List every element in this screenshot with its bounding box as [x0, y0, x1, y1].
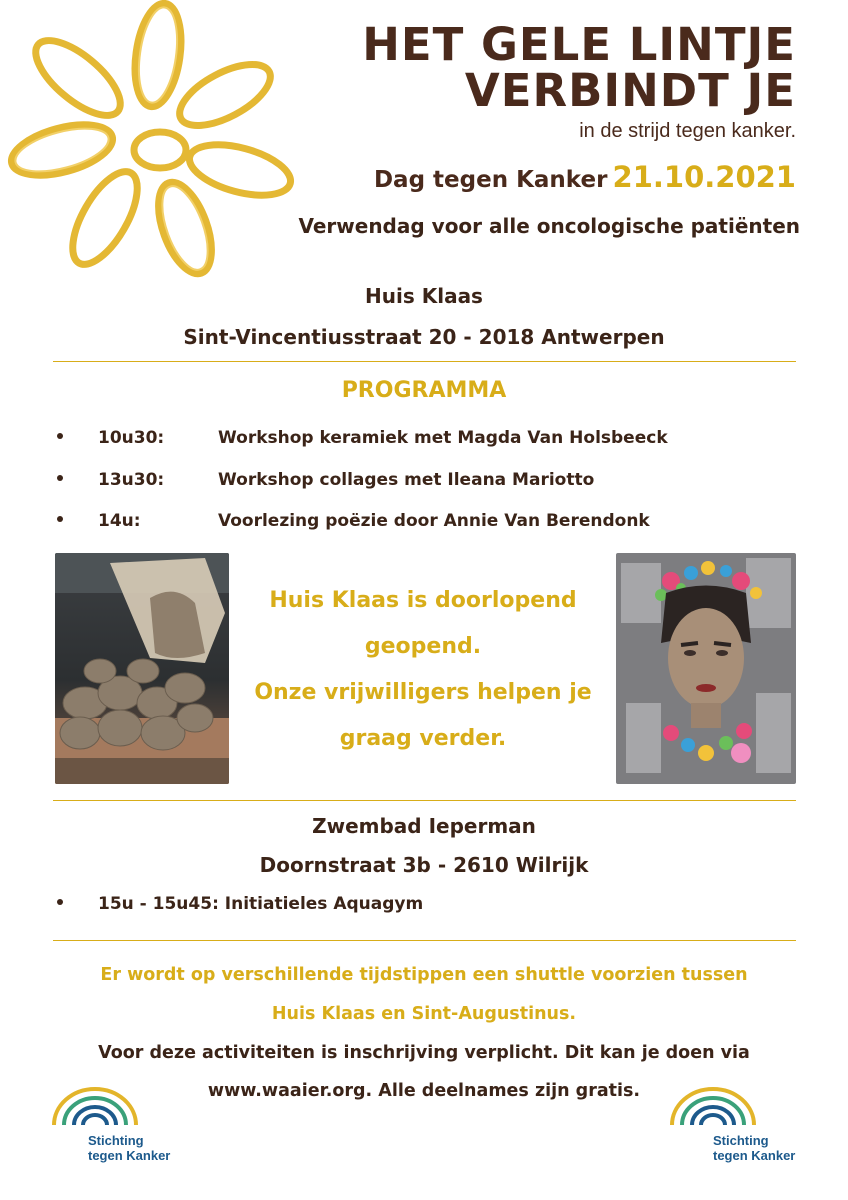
collage-portrait-photo: [616, 553, 796, 784]
logo-line-1: Stichting: [713, 1133, 769, 1148]
yellow-ribbon-flower-illustration: [0, 0, 320, 290]
program-time: 14u:: [98, 511, 141, 531]
tagline: Verwendag voor alle oncologische patiënten: [298, 214, 800, 238]
program-desc: Workshop keramiek met Magda Van Holsbeeck: [218, 428, 668, 448]
rainbow-logo-icon: [50, 1085, 140, 1127]
open-notice-line-1: Huis Klaas is doorlopend: [269, 588, 577, 613]
rainbow-logo-icon: [668, 1085, 758, 1127]
title-line-2: VERBINDT JE: [464, 64, 796, 117]
register-line-1: Voor deze activiteiten is inschrijving verplicht. Dit kan je doen via: [98, 1043, 750, 1063]
program-time: 13u30:: [98, 470, 165, 490]
location2-address: Doornstraat 3b - 2610 Wilrijk: [259, 853, 589, 877]
bullet-icon: [57, 433, 63, 439]
divider: [53, 940, 796, 941]
day-name: Dag tegen Kanker: [373, 167, 608, 193]
shuttle-line-2: Huis Klaas en Sint-Augustinus.: [271, 1004, 577, 1024]
bullet-icon: [57, 475, 63, 481]
stichting-logo-left: [50, 1085, 190, 1175]
title-line-1: HET GELE LINTJE: [362, 18, 796, 71]
open-notice-line-2: geopend.: [364, 634, 482, 659]
logo-line-1: Stichting: [88, 1133, 144, 1148]
divider: [53, 800, 796, 801]
program-time: 10u30:: [98, 428, 165, 448]
program-desc: Voorlezing poëzie door Annie Van Berendonk: [218, 511, 650, 531]
logo-line-2: tegen Kanker: [713, 1148, 796, 1163]
location2-item-text: 15u - 15u45: Initiatieles Aquagym: [98, 894, 424, 914]
bullet-icon: [57, 899, 63, 905]
day-date: 21.10.2021: [612, 160, 796, 194]
program-desc: Workshop collages met Ileana Mariotto: [218, 470, 595, 490]
bullet-icon: [57, 516, 63, 522]
open-notice-line-4: graag verder.: [339, 726, 507, 751]
location2-name: Zwembad Ieperman: [312, 814, 536, 838]
location1-name: Huis Klaas: [365, 284, 483, 308]
ceramics-photo: [55, 553, 229, 784]
register-line-2: www.waaier.org. Alle deelnames zijn gratis.: [207, 1081, 641, 1101]
open-notice-line-3: Onze vrijwilligers helpen je: [254, 680, 592, 705]
location1-address: Sint-Vincentiusstraat 20 - 2018 Antwerpen: [183, 325, 665, 349]
stichting-logo-right: [668, 1085, 818, 1175]
subtitle: in de strijd tegen kanker.: [579, 120, 796, 142]
logo-line-2: tegen Kanker: [88, 1148, 171, 1163]
shuttle-line-1: Er wordt op verschillende tijdstippen een shuttle voorzien tussen: [100, 965, 748, 985]
open-notice: [230, 578, 616, 762]
divider: [53, 361, 796, 362]
day-line: [374, 160, 796, 194]
program-heading: PROGRAMMA: [341, 378, 507, 403]
